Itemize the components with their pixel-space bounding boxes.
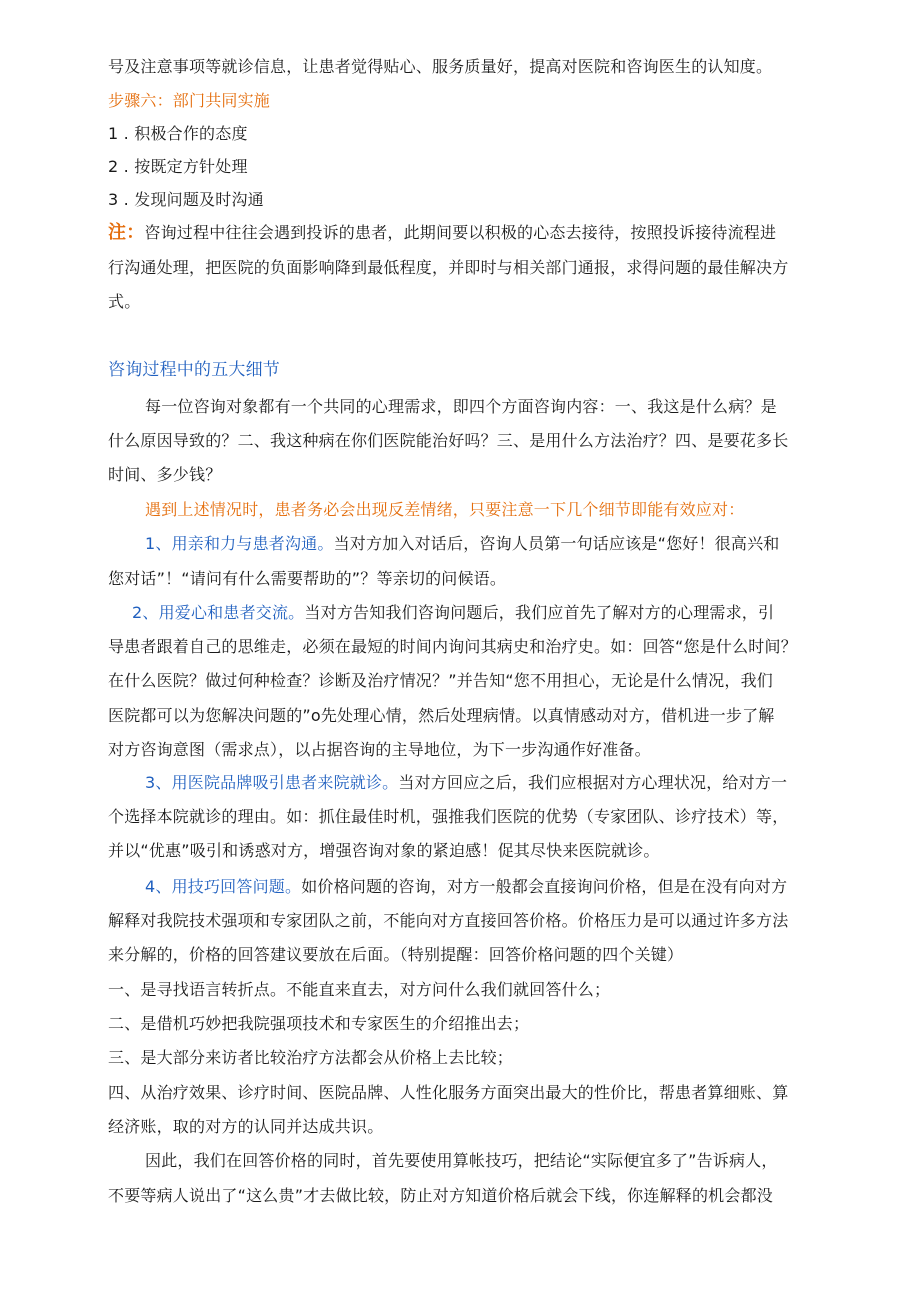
key-item: 二、是借机巧妙把我院强项技术和专家医生的介绍推出去； — [108, 1014, 530, 1033]
note-text: 咨询过程中往往会遇到投诉的患者，此期间要以积极的心态去接待，按照投诉接待流程进 — [144, 223, 777, 242]
detail-1-text: 当对方加入对话后，咨询人员第一句话应该是“您好！很高兴和 — [333, 534, 780, 553]
detail-4-line: 来分解的，价格的回答建议要放在后面。（特别提醒：回答价格问题的四个关键） — [108, 945, 684, 964]
note-line: 式。 — [108, 292, 141, 311]
key-item: 一、是寻找语言转折点。不能直来直去，对方问什么我们就回答什么； — [108, 980, 611, 999]
detail-2-line: 医院都可以为您解决问题的”o先处理心情，然后处理病情。以真情感动对方，借机进一步了解 — [108, 706, 775, 725]
section-heading: 咨询过程中的五大细节 — [108, 360, 280, 380]
detail-2-line: 导患者跟着自己的思维走，必须在最短的时间内询问其病史和治疗史。如：回答“您是什么时间？ — [108, 637, 797, 656]
detail-1-line — [145, 534, 820, 554]
intro-line: 每一位咨询对象都有一个共同的心理需求，即四个方面咨询内容：一、我这是什么病？是 — [145, 397, 777, 416]
detail-2-line: 在什么医院？做过何种检查？诊断及治疗情况？”并告知“您不用担心，无论是什么情况，我们 — [108, 671, 773, 690]
detail-2-line: 对方咨询意图（需求点），以占据咨询的主导地位，为下一步沟通作好准备。 — [108, 740, 651, 759]
note-label: 注： — [108, 222, 145, 243]
key-item: 经济账，取的对方的认同并达成共识。 — [108, 1117, 384, 1136]
detail-4-line — [145, 877, 820, 897]
step6-title: 步骤六：部门共同实施 — [108, 91, 271, 110]
detail-4-title: 4、用技巧回答问题。 — [145, 877, 302, 896]
detail-1-line: 您对话”！“请问有什么需要帮助的”？等亲切的问候语。 — [108, 569, 507, 588]
detail-1-title: 1、用亲和力与患者沟通。 — [145, 534, 334, 553]
note-line — [108, 223, 820, 243]
conclusion-line: 因此，我们在回答价格的同时，首先要使用算帐技巧，把结论“实际便宜多了”告诉病人， — [145, 1151, 778, 1170]
key-item: 三、是大部分来访者比较治疗方法都会从价格上去比较； — [108, 1048, 514, 1067]
step6-item-1: 1 . 积极合作的态度 — [108, 124, 248, 143]
detail-3-text: 当对方回应之后，我们应根据对方心理状况，给对方一 — [398, 773, 788, 792]
detail-3-line: 个选择本院就诊的理由。如：抓住最佳时机，强推我们医院的优势（专家团队、诊疗技术）等， — [108, 807, 789, 826]
key-item: 四、从治疗效果、诊疗时间、医院品牌、人性化服务方面突出最大的性价比，帮患者算细账、算 — [108, 1083, 789, 1102]
note-line: 行沟通处理，把医院的负面影响降到最低程度，并即时与相关部门通报，求得问题的最佳解决方 — [108, 258, 789, 277]
detail-3-title: 3、用医院品牌吸引患者来院就诊。 — [145, 773, 399, 792]
intro-line: 时间、多少钱？ — [108, 465, 222, 484]
detail-4-text: 如价格问题的咨询，对方一般都会直接询问价格，但是在没有向对方 — [301, 877, 788, 896]
detail-3-line: 并以“优惠”吸引和诱惑对方，增强咨询对象的紧迫感！促其尽快来医院就诊。 — [108, 841, 660, 860]
intro-line: 什么原因导致的？二、我这种病在你们医院能治好吗？三、是用什么方法治疗？四、是要花多长 — [108, 431, 789, 450]
detail-2-line — [132, 603, 844, 623]
conclusion-line: 不要等病人说出了“这么贵”才去做比较，防止对方知道价格后就会下线，你连解释的机会都没 — [108, 1186, 773, 1205]
detail-3-line — [145, 773, 820, 793]
step6-item-2: 2 . 按既定方针处理 — [108, 157, 248, 176]
detail-4-line: 解释对我院技术强项和专家团队之前，不能向对方直接回答价格。价格压力是可以通过许多方法 — [108, 911, 789, 930]
warning-line: 遇到上述情况时，患者务必会出现反差情绪，只要注意一下几个细节即能有效应对： — [145, 500, 745, 519]
detail-2-title: 2、用爱心和患者交流。 — [132, 603, 305, 622]
paragraph-line: 号及注意事项等就诊信息，让患者觉得贴心、服务质量好，提高对医院和咨询医生的认知度。 — [108, 57, 773, 76]
step6-item-3: 3 . 发现问题及时沟通 — [108, 190, 264, 209]
detail-2-text: 当对方告知我们咨询问题后，我们应首先了解对方的心理需求，引 — [304, 603, 775, 622]
